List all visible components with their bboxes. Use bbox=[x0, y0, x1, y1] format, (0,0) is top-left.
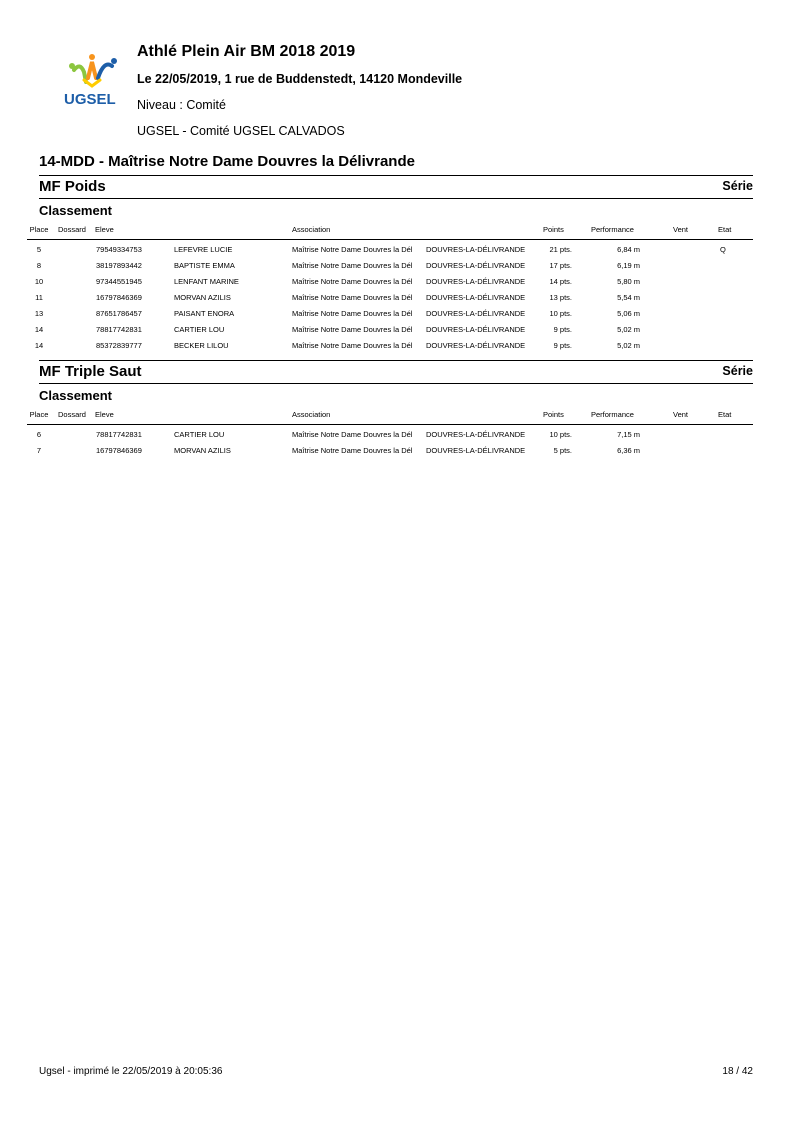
cell-association: Maîtrise Notre Dame Douvres la Dél bbox=[292, 245, 413, 254]
cell-student-number: 16797846369 bbox=[96, 446, 142, 455]
cell-points: 5 pts. bbox=[553, 446, 572, 455]
cell-student-name: CARTIER LOU bbox=[174, 325, 225, 334]
cell-student-name: BAPTISTE EMMA bbox=[174, 261, 235, 270]
cell-place: 14 bbox=[34, 325, 44, 334]
col-vent: Vent bbox=[673, 410, 689, 419]
cell-association: Maîtrise Notre Dame Douvres la Dél bbox=[292, 325, 413, 334]
table-row bbox=[27, 259, 753, 275]
event-serie: Série bbox=[722, 179, 753, 193]
table-header bbox=[27, 224, 753, 240]
cell-place: 6 bbox=[36, 430, 42, 439]
results-table bbox=[27, 243, 753, 355]
event-header bbox=[39, 360, 753, 384]
col-association: Association bbox=[292, 410, 331, 419]
cell-city: DOUVRES-LA-DÉLIVRANDE bbox=[426, 341, 526, 350]
club-heading: 14-MDD - Maîtrise Notre Dame Douvres la Délivrande bbox=[39, 153, 415, 170]
col-dossard: Dossard bbox=[58, 410, 86, 419]
cell-student-name: LENFANT MARINE bbox=[174, 277, 239, 286]
col-dossard: Dossard bbox=[58, 225, 86, 234]
cell-etat: Q bbox=[720, 245, 726, 254]
cell-student-number: 79549334753 bbox=[96, 245, 142, 254]
col-etat: Etat bbox=[718, 410, 732, 419]
col-vent: Vent bbox=[673, 225, 689, 234]
cell-student-number: 97344551945 bbox=[96, 277, 142, 286]
cell-place: 13 bbox=[34, 309, 44, 318]
logo-figures-icon bbox=[69, 54, 117, 86]
cell-association: Maîtrise Notre Dame Douvres la Dél bbox=[292, 277, 413, 286]
cell-performance: 5,02 m bbox=[617, 341, 640, 350]
cell-city: DOUVRES-LA-DÉLIVRANDE bbox=[426, 430, 526, 439]
cell-performance: 5,80 m bbox=[617, 277, 640, 286]
meeting-date-location: Le 22/05/2019, 1 rue de Buddenstedt, 14120 Mondeville bbox=[137, 72, 463, 86]
meeting-title: Athlé Plein Air BM 2018 2019 bbox=[137, 43, 356, 60]
table-row bbox=[27, 307, 753, 323]
cell-place: 7 bbox=[36, 446, 42, 455]
cell-place: 10 bbox=[34, 277, 44, 286]
col-performance: Performance bbox=[591, 225, 634, 234]
cell-points: 13 pts. bbox=[549, 293, 572, 302]
cell-place: 8 bbox=[36, 261, 42, 270]
footer-printed: Ugsel - imprimé le 22/05/2019 à 20:05:36 bbox=[39, 1066, 223, 1077]
event-name: MF Poids bbox=[39, 178, 106, 195]
col-place: Place bbox=[29, 225, 49, 234]
cell-city: DOUVRES-LA-DÉLIVRANDE bbox=[426, 293, 526, 302]
cell-performance: 5,06 m bbox=[617, 309, 640, 318]
table-row bbox=[27, 428, 753, 444]
col-place: Place bbox=[29, 410, 49, 419]
ugsel-logo bbox=[62, 52, 126, 108]
cell-points: 9 pts. bbox=[553, 325, 572, 334]
cell-association: Maîtrise Notre Dame Douvres la Dél bbox=[292, 341, 413, 350]
event-section bbox=[29, 175, 753, 350]
cell-points: 17 pts. bbox=[549, 261, 572, 270]
cell-student-name: CARTIER LOU bbox=[174, 430, 225, 439]
table-row bbox=[27, 243, 753, 259]
meeting-level: Niveau : Comité bbox=[137, 98, 226, 112]
results-table bbox=[27, 428, 753, 460]
event-serie: Série bbox=[722, 364, 753, 378]
event-name: MF Triple Saut bbox=[39, 363, 142, 380]
cell-association: Maîtrise Notre Dame Douvres la Dél bbox=[292, 309, 413, 318]
cell-city: DOUVRES-LA-DÉLIVRANDE bbox=[426, 261, 526, 270]
cell-student-number: 38197893442 bbox=[96, 261, 142, 270]
cell-association: Maîtrise Notre Dame Douvres la Dél bbox=[292, 261, 413, 270]
cell-student-number: 78817742831 bbox=[96, 325, 142, 334]
cell-student-name: LEFEVRE LUCIE bbox=[174, 245, 233, 254]
cell-student-number: 85372839777 bbox=[96, 341, 142, 350]
meeting-committee: UGSEL - Comité UGSEL CALVADOS bbox=[137, 124, 345, 138]
cell-student-name: PAISANT ENORA bbox=[174, 309, 235, 318]
table-header bbox=[27, 409, 753, 425]
cell-city: DOUVRES-LA-DÉLIVRANDE bbox=[426, 277, 526, 286]
cell-performance: 6,36 m bbox=[617, 446, 640, 455]
cell-student-number: 16797846369 bbox=[96, 293, 142, 302]
col-performance: Performance bbox=[591, 410, 634, 419]
cell-place: 11 bbox=[35, 293, 43, 302]
cell-points: 10 pts. bbox=[549, 309, 572, 318]
cell-student-number: 87651786457 bbox=[96, 309, 142, 318]
col-eleve: Eleve bbox=[95, 410, 114, 419]
cell-association: Maîtrise Notre Dame Douvres la Dél bbox=[292, 430, 413, 439]
col-points: Points bbox=[543, 410, 564, 419]
cell-points: 9 pts. bbox=[553, 341, 572, 350]
col-etat: Etat bbox=[718, 225, 732, 234]
classement-heading: Classement bbox=[39, 388, 112, 403]
cell-city: DOUVRES-LA-DÉLIVRANDE bbox=[426, 245, 526, 254]
cell-points: 10 pts. bbox=[549, 430, 572, 439]
cell-city: DOUVRES-LA-DÉLIVRANDE bbox=[426, 446, 526, 455]
table-row bbox=[27, 444, 753, 460]
cell-points: 21 pts. bbox=[549, 245, 572, 254]
table-row bbox=[27, 275, 753, 291]
cell-performance: 7,15 m bbox=[617, 430, 640, 439]
cell-performance: 6,19 m bbox=[617, 261, 640, 270]
cell-association: Maîtrise Notre Dame Douvres la Dél bbox=[292, 446, 413, 455]
cell-performance: 6,84 m bbox=[617, 245, 640, 254]
footer-page-number: 18 / 42 bbox=[722, 1066, 753, 1077]
table-row bbox=[27, 291, 753, 307]
table-row bbox=[27, 339, 753, 355]
cell-student-name: BECKER LILOU bbox=[174, 341, 229, 350]
event-header bbox=[39, 175, 753, 199]
cell-student-name: MORVAN AZILIS bbox=[174, 293, 231, 302]
table-row bbox=[27, 323, 753, 339]
col-eleve: Eleve bbox=[95, 225, 114, 234]
cell-association: Maîtrise Notre Dame Douvres la Dél bbox=[292, 293, 413, 302]
cell-place: 5 bbox=[36, 245, 42, 254]
col-association: Association bbox=[292, 225, 331, 234]
cell-student-name: MORVAN AZILIS bbox=[174, 446, 231, 455]
logo-text: UGSEL bbox=[64, 91, 116, 108]
cell-performance: 5,02 m bbox=[617, 325, 640, 334]
cell-city: DOUVRES-LA-DÉLIVRANDE bbox=[426, 309, 526, 318]
cell-student-number: 78817742831 bbox=[96, 430, 142, 439]
cell-performance: 5,54 m bbox=[617, 293, 640, 302]
cell-points: 14 pts. bbox=[549, 277, 572, 286]
col-points: Points bbox=[543, 225, 564, 234]
event-section bbox=[29, 360, 753, 455]
cell-place: 14 bbox=[34, 341, 44, 350]
classement-heading: Classement bbox=[39, 203, 112, 218]
cell-city: DOUVRES-LA-DÉLIVRANDE bbox=[426, 325, 526, 334]
